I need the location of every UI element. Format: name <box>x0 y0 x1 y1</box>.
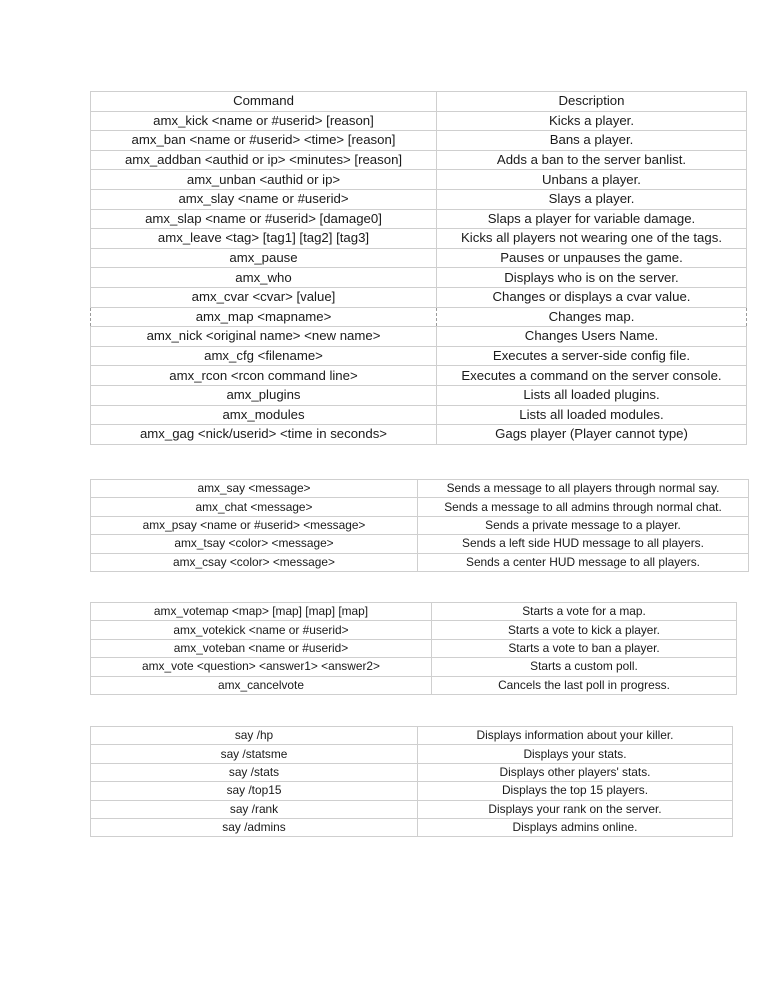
command-cell: amx_voteban <name or #userid> <box>91 639 432 657</box>
description-cell: Kicks a player. <box>437 111 747 131</box>
table-row <box>91 498 749 516</box>
description-cell: Sends a private message to a player. <box>418 516 749 534</box>
table-row <box>91 800 733 818</box>
command-cell: amx_cvar <cvar> [value] <box>91 287 437 307</box>
command-cell: amx_kick <name or #userid> [reason] <box>91 111 437 131</box>
table-row <box>91 553 749 571</box>
table-row <box>91 131 747 151</box>
table-row <box>91 189 747 209</box>
description-cell: Bans a player. <box>437 131 747 151</box>
table-row <box>91 170 747 190</box>
command-cell: say /statsme <box>91 745 418 763</box>
description-cell: Starts a vote to kick a player. <box>432 621 737 639</box>
table-header-row <box>91 92 747 112</box>
column-header-command: Command <box>91 92 437 112</box>
description-cell: Lists all loaded modules. <box>437 405 747 425</box>
table-row <box>91 782 733 800</box>
command-cell: amx_csay <color> <message> <box>91 553 418 571</box>
table-row <box>91 307 747 327</box>
description-cell: Starts a vote to ban a player. <box>432 639 737 657</box>
command-cell: amx_say <message> <box>91 480 418 498</box>
command-cell: amx_plugins <box>91 385 437 405</box>
command-cell: amx_chat <message> <box>91 498 418 516</box>
command-cell: amx_addban <authid or ip> <minutes> [reason] <box>91 150 437 170</box>
table-row <box>91 603 737 621</box>
command-cell: amx_rcon <rcon command line> <box>91 366 437 386</box>
table-row <box>91 425 747 445</box>
table-row <box>91 150 747 170</box>
description-cell: Starts a vote for a map. <box>432 603 737 621</box>
description-cell: Changes or displays a cvar value. <box>437 287 747 307</box>
command-cell: amx_tsay <color> <message> <box>91 535 418 553</box>
command-cell: say /top15 <box>91 782 418 800</box>
table-row <box>91 287 747 307</box>
command-cell: say /stats <box>91 763 418 781</box>
command-cell: amx_pause <box>91 248 437 268</box>
description-cell: Displays other players' stats. <box>418 763 733 781</box>
command-cell: amx_cfg <filename> <box>91 346 437 366</box>
table-row <box>91 268 747 288</box>
description-cell: Starts a custom poll. <box>432 658 737 676</box>
table-row <box>91 209 747 229</box>
table-row <box>91 366 747 386</box>
description-cell: Executes a server-side config file. <box>437 346 747 366</box>
vote-commands-table <box>90 602 737 695</box>
admin-commands-table <box>90 91 747 445</box>
table-row <box>91 745 733 763</box>
message-commands-table <box>90 479 749 572</box>
command-cell: amx_who <box>91 268 437 288</box>
description-cell: Adds a ban to the server banlist. <box>437 150 747 170</box>
description-cell: Cancels the last poll in progress. <box>432 676 737 694</box>
description-cell: Changes map. <box>437 307 747 327</box>
command-cell: say /hp <box>91 727 418 745</box>
command-cell: amx_modules <box>91 405 437 425</box>
description-cell: Sends a message to all players through normal say. <box>418 480 749 498</box>
command-cell: amx_psay <name or #userid> <message> <box>91 516 418 534</box>
table-row <box>91 676 737 694</box>
command-cell: amx_ban <name or #userid> <time> [reason] <box>91 131 437 151</box>
description-cell: Displays who is on the server. <box>437 268 747 288</box>
description-cell: Sends a left side HUD message to all players. <box>418 535 749 553</box>
command-cell: amx_gag <nick/userid> <time in seconds> <box>91 425 437 445</box>
command-cell: amx_unban <authid or ip> <box>91 170 437 190</box>
description-cell: Lists all loaded plugins. <box>437 385 747 405</box>
column-header-description: Description <box>437 92 747 112</box>
table-row <box>91 516 749 534</box>
description-cell: Slaps a player for variable damage. <box>437 209 747 229</box>
table-row <box>91 327 747 347</box>
table-row <box>91 385 747 405</box>
description-cell: Changes Users Name. <box>437 327 747 347</box>
description-cell: Slays a player. <box>437 189 747 209</box>
command-cell: amx_slap <name or #userid> [damage0] <box>91 209 437 229</box>
table-row <box>91 639 737 657</box>
table-row <box>91 248 747 268</box>
description-cell: Sends a message to all admins through normal chat. <box>418 498 749 516</box>
command-cell: amx_leave <tag> [tag1] [tag2] [tag3] <box>91 229 437 249</box>
table-row <box>91 727 733 745</box>
description-cell: Kicks all players not wearing one of the tags. <box>437 229 747 249</box>
command-cell: amx_votemap <map> [map] [map] [map] <box>91 603 432 621</box>
command-cell: say /rank <box>91 800 418 818</box>
table-row <box>91 480 749 498</box>
table-row <box>91 621 737 639</box>
table-row <box>91 405 747 425</box>
description-cell: Displays admins online. <box>418 818 733 836</box>
table-row <box>91 346 747 366</box>
table-row <box>91 535 749 553</box>
command-cell: amx_nick <original name> <new name> <box>91 327 437 347</box>
table-row <box>91 818 733 836</box>
command-cell: amx_map <mapname> <box>91 307 437 327</box>
command-cell: amx_cancelvote <box>91 676 432 694</box>
table-row <box>91 111 747 131</box>
table-row <box>91 229 747 249</box>
description-cell: Displays the top 15 players. <box>418 782 733 800</box>
command-cell: amx_vote <question> <answer1> <answer2> <box>91 658 432 676</box>
description-cell: Displays information about your killer. <box>418 727 733 745</box>
description-cell: Sends a center HUD message to all players. <box>418 553 749 571</box>
description-cell: Gags player (Player cannot type) <box>437 425 747 445</box>
description-cell: Displays your stats. <box>418 745 733 763</box>
command-cell: amx_votekick <name or #userid> <box>91 621 432 639</box>
command-cell: amx_slay <name or #userid> <box>91 189 437 209</box>
description-cell: Unbans a player. <box>437 170 747 190</box>
description-cell: Executes a command on the server console. <box>437 366 747 386</box>
description-cell: Displays your rank on the server. <box>418 800 733 818</box>
table-row <box>91 658 737 676</box>
command-cell: say /admins <box>91 818 418 836</box>
description-cell: Pauses or unpauses the game. <box>437 248 747 268</box>
say-commands-table <box>90 726 733 837</box>
table-row <box>91 763 733 781</box>
